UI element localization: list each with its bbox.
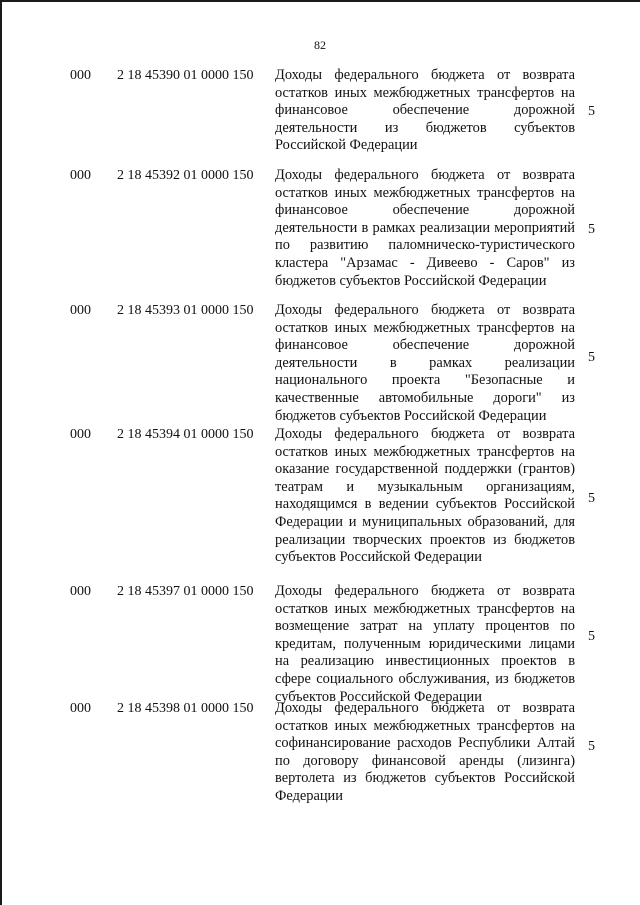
budget-code: 2 18 45393 01 0000 150 [117,303,254,318]
row-value: 5 [588,104,595,119]
table-row [0,302,640,426]
income-description: Доходы федерального бюджета от возврата остатков иных межбюджетных трансфертов на финансовое обеспечение дорожной деятельности из бюджетов субъектов Российской Федерации [275,67,575,154]
budget-code-table [0,67,640,810]
budget-code: 2 18 45390 01 0000 150 [117,68,254,83]
budget-code: 2 18 45397 01 0000 150 [117,584,254,599]
scan-border-top [0,0,640,2]
income-description: Доходы федерального бюджета от возврата остатков иных межбюджетных трансфертов на оказание государственной поддержки (грантов) театрам и музыкальным организациям, находящимся в ведении субъектов Российской Федерации и муниципальных образований, для реализации творческих проектов из бюджетов субъектов Российской Федерации [275,426,575,566]
budget-code: 2 18 45398 01 0000 150 [117,701,254,716]
row-value: 5 [588,350,595,365]
income-description: Доходы федерального бюджета от возврата остатков иных межбюджетных трансфертов на возмещение затрат на уплату процентов по кредитам, полученным юридическими лицами на реализацию инвестиционных проектов в сфере социального обслуживания, из бюджетов субъектов Российской Федерации [275,583,575,705]
table-row [0,167,640,302]
table-row [0,700,640,810]
budget-code: 2 18 45394 01 0000 150 [117,427,254,442]
row-value: 5 [588,222,595,237]
admin-code: 000 [70,584,91,599]
table-row [0,67,640,167]
income-description: Доходы федерального бюджета от возврата остатков иных межбюджетных трансфертов на софинансирование расходов Республики Алтай по договору финансовой аренды (лизинга) вертолета из бюджетов субъектов Российской Федерации [275,700,575,804]
income-description: Доходы федерального бюджета от возврата остатков иных межбюджетных трансфертов на финансовое обеспечение дорожной деятельности в рамках реализации мероприятий по развитию паломническо-туристического кластера "Арзамас - Дивеево - Саров" из бюджетов субъектов Российской Федерации [275,167,575,289]
admin-code: 000 [70,427,91,442]
row-value: 5 [588,739,595,754]
table-row [0,426,640,583]
row-value: 5 [588,629,595,644]
admin-code: 000 [70,303,91,318]
admin-code: 000 [70,701,91,716]
page-number: 82 [314,38,326,52]
row-value: 5 [588,491,595,506]
admin-code: 000 [70,168,91,183]
budget-code: 2 18 45392 01 0000 150 [117,168,254,183]
table-row [0,583,640,705]
admin-code: 000 [70,68,91,83]
income-description: Доходы федерального бюджета от возврата остатков иных межбюджетных трансфертов на финансовое обеспечение дорожной деятельности в рамках реализации национального проекта "Безопасные и качественные автомобильные дороги" из бюджетов субъектов Российской Федерации [275,302,575,424]
